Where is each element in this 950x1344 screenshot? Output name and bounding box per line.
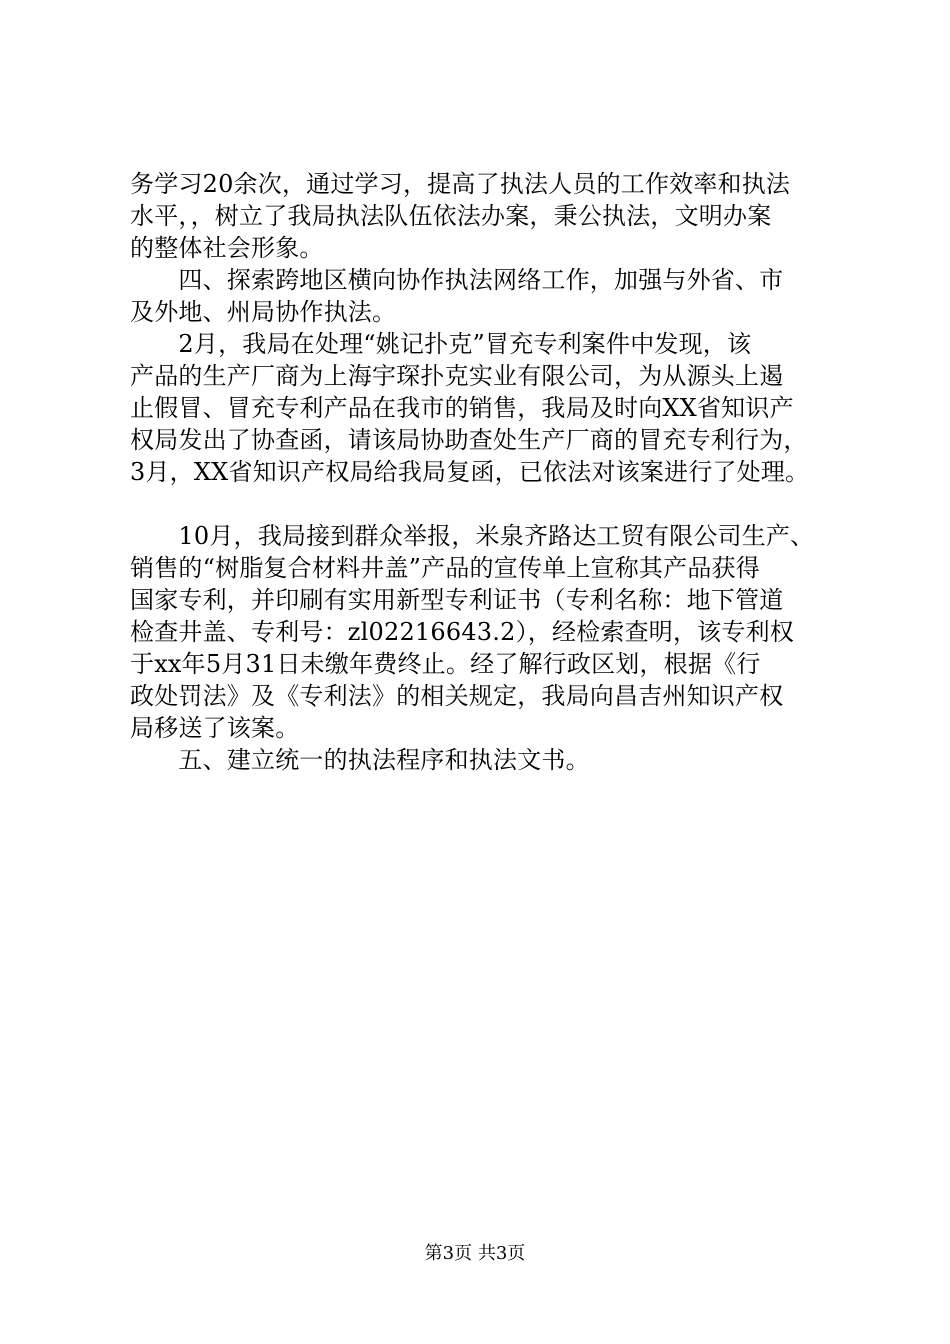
text-line: 政处罚法》及《专利法》的相关规定，我局向昌吉州知识产权 <box>130 682 784 710</box>
document-body <box>130 168 850 776</box>
text-line: 局移送了该案。 <box>130 714 300 742</box>
text-line: 务学习20余次，通过学习，提高了执法人员的工作效率和执法 <box>130 170 791 198</box>
text-line: 销售的“树脂复合材料井盖”产品的宣传单上宣称其产品获得 <box>130 554 760 582</box>
text-line: 权局发出了协查函，请该局协助查处生产厂商的冒充专利行为， <box>130 426 808 454</box>
text-line: 水平，，树立了我局执法队伍依法办案，秉公执法，文明办案 <box>130 202 772 230</box>
text-line: 五、建立统一的执法程序和执法文书。 <box>130 746 590 774</box>
text-line: 产品的生产厂商为上海宇琛扑克实业有限公司，为从源头上遏 <box>130 362 784 390</box>
text-line: 于xx年5月31日未缴年费终止。经了解行政区划，根据《行 <box>130 650 761 678</box>
page-footer: 第3页 共3页 <box>424 1243 526 1264</box>
text-line: 及外地、州局协作执法。 <box>130 298 397 326</box>
text-line: 2月，我局在处理“姚记扑克”冒充专利案件中发现，该 <box>130 330 752 358</box>
text-line: 检查井盖、专利号：zl02216643.2），经检索查明，该专利权 <box>130 618 794 646</box>
paragraph-gap <box>130 488 850 520</box>
text-line: 止假冒、冒充专利产品在我市的销售，我局及时向XX省知识产 <box>130 394 794 422</box>
text-line: 3月，XX省知识产权局给我局复函，已依法对该案进行了处理。 <box>130 458 810 486</box>
text-line: 国家专利，并印刷有实用新型专利证书（专利名称：地下管道 <box>130 586 784 614</box>
text-line: 10月，我局接到群众举报，米泉齐路达工贸有限公司生产、 <box>130 522 815 550</box>
text-line: 四、探索跨地区横向协作执法网络工作，加强与外省、市 <box>130 266 784 294</box>
text-line: 的整体社会形象。 <box>130 234 324 262</box>
